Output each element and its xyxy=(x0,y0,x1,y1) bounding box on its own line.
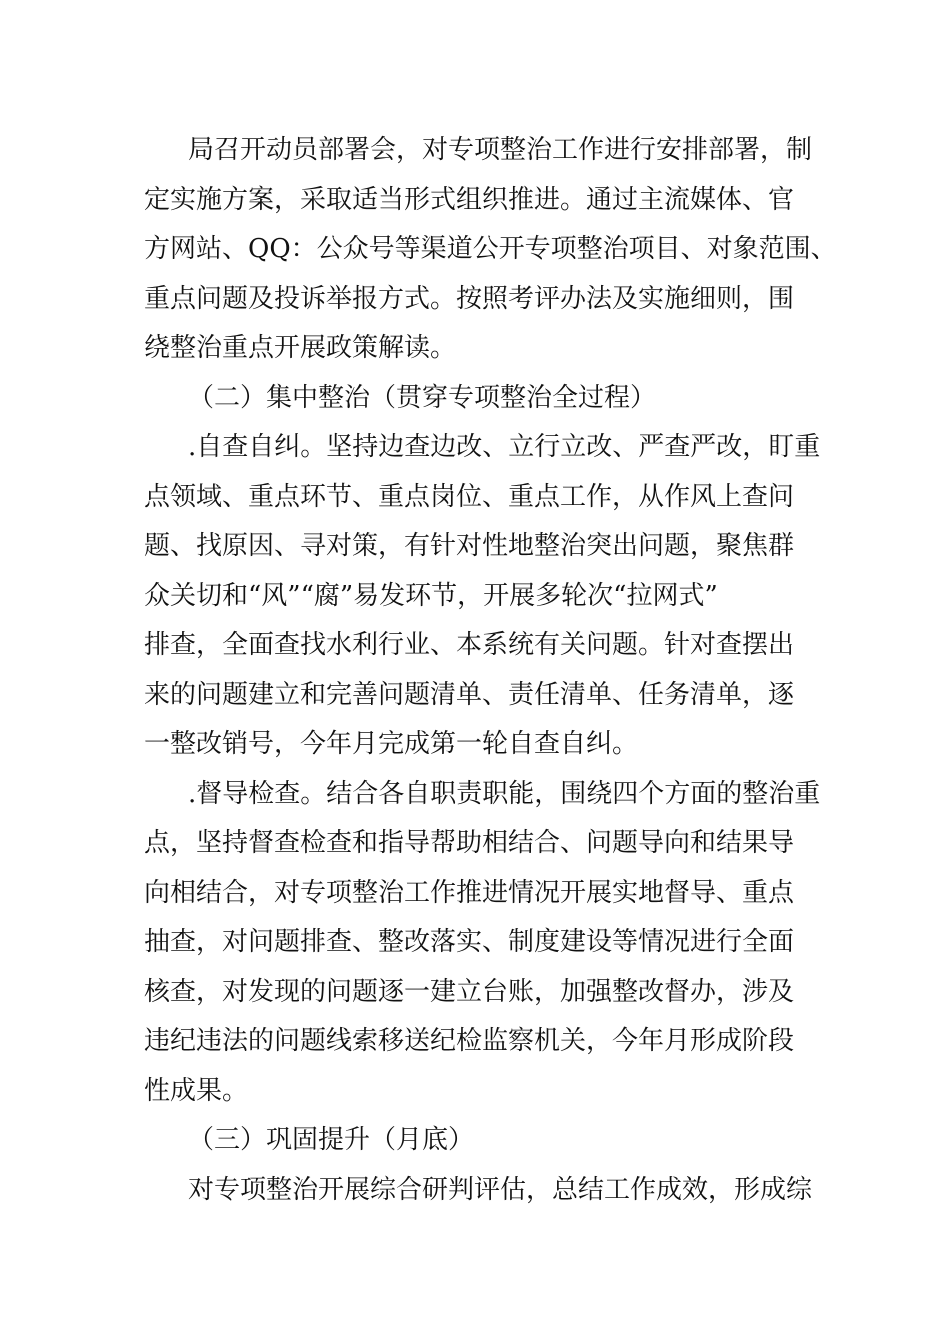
paragraph-supervision-inspection xyxy=(144,770,844,1117)
text-line: 排查，全面查找水利行业、本系统有关问题。针对查摆出 xyxy=(144,630,795,660)
text-line: 一整改销号，今年月完成第一轮自查自纠。 xyxy=(144,729,639,759)
text-line: 抽查，对问题排查、整改落实、制度建设等情况进行全面 xyxy=(144,927,795,957)
text-line: 绕整治重点开展政策解读。 xyxy=(144,333,457,363)
heading-text: （二）集中整治（贯穿专项整治全过程） xyxy=(188,382,657,413)
text-line: 性成果。 xyxy=(144,1075,249,1106)
text-line: 对专项整治开展综合研判评估，总结工作成效，形成综 xyxy=(188,1174,813,1205)
text-line: 众关切和“风”“腐”易发环节，开展多轮次“拉网式” xyxy=(144,580,718,611)
heading-text: （三）巩固提升（月底） xyxy=(188,1125,475,1155)
text-line: 点，坚持督查检查和指导帮助相结合、问题导向和结果导 xyxy=(144,828,795,858)
text-line: 来的问题建立和完善问题清单、责任清单、任务清单，逐 xyxy=(144,679,795,710)
paragraph-mobilization xyxy=(144,126,844,374)
text-line: .督导检查。结合各自职责职能，围绕四个方面的整治重 xyxy=(188,778,821,809)
text-line: .自查自纠。坚持边查边改、立行立改、严查严改，盯重 xyxy=(188,432,821,462)
text-line: 局召开动员部署会，对专项整治工作进行安排部署，制 xyxy=(188,135,813,165)
text-line: 定实施方案，采取适当形式组织推进。通过主流媒体、官 xyxy=(144,184,795,215)
text-line: 点领域、重点环节、重点岗位、重点工作，从作风上查问 xyxy=(144,481,795,512)
text-line: 核查，对发现的问题逐一建立台账，加强整改督办，涉及 xyxy=(144,976,795,1007)
paragraph-self-inspection xyxy=(144,423,844,770)
section-heading-consolidation xyxy=(144,1116,844,1166)
text-line: 向相结合，对专项整治工作推进情况开展实地督导、重点 xyxy=(144,877,795,908)
text-line: 重点问题及投诉举报方式。按照考评办法及实施细则，围 xyxy=(144,283,795,314)
section-heading-concentrated-rectification xyxy=(144,374,844,424)
text-line: 题、找原因、寻对策，有针对性地整治突出问题，聚焦群 xyxy=(144,531,795,561)
document-body xyxy=(144,126,844,1215)
paragraph-evaluation xyxy=(144,1166,844,1216)
text-line: 违纪违法的问题线索移送纪检监察机关，今年月形成阶段 xyxy=(144,1026,795,1056)
text-line: 方网站、QQ：公众号等渠道公开专项整治项目、对象范围、 xyxy=(144,234,837,264)
